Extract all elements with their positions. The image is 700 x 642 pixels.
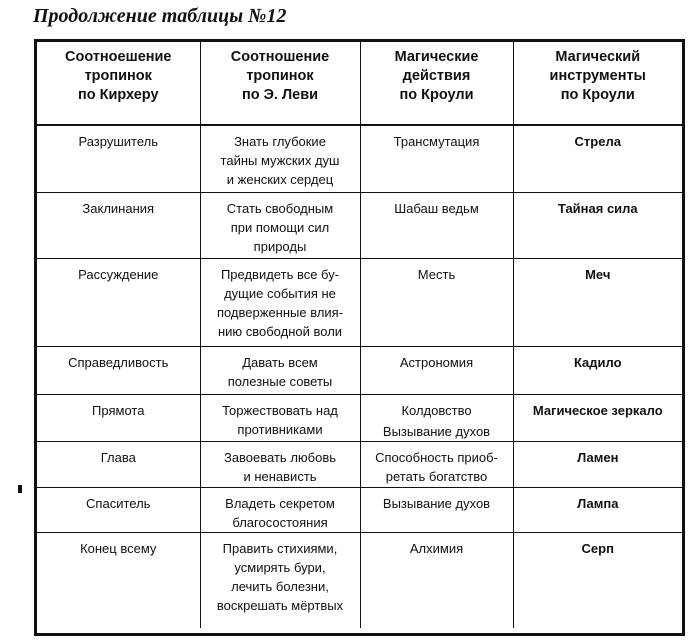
column-header-crowley-actions: Магические действия по Кроули — [360, 42, 513, 125]
table-row — [37, 487, 682, 532]
kircher-cell: Заклинания — [37, 192, 200, 258]
table-frame — [34, 39, 685, 636]
table-row — [37, 532, 682, 628]
levi-cell: Давать всем полезные советы — [200, 346, 360, 394]
page-title: Продолжение таблицы №12 — [33, 5, 287, 27]
crowley-tool-cell: Кадило — [513, 346, 682, 394]
levi-cell: Предвидеть все бу- дущие события не подверженные влия- нию свободной воли — [200, 258, 360, 346]
crowley-action-cell: Алхимия — [360, 532, 513, 628]
kircher-cell: Рассуждение — [37, 258, 200, 346]
kircher-cell: Спаситель — [37, 487, 200, 532]
levi-cell: Завоевать любовь и ненависть — [200, 441, 360, 487]
column-header-levi: Соотношение тропинок по Э. Леви — [200, 42, 360, 125]
table-row — [37, 441, 682, 487]
crowley-action-cell: Шабаш ведьм — [360, 192, 513, 258]
levi-cell: Стать свободным при помощи сил природы — [200, 192, 360, 258]
table-row — [37, 346, 682, 394]
crowley-tool-cell: Серп — [513, 532, 682, 628]
crowley-action-cell: Месть — [360, 258, 513, 346]
crowley-tool-cell: Ламен — [513, 441, 682, 487]
table-row — [37, 125, 682, 192]
kircher-cell: Глава — [37, 441, 200, 487]
kircher-cell: Конец всему — [37, 532, 200, 628]
levi-cell: Знать глубокие тайны мужских душ и женских сердец — [200, 125, 360, 192]
levi-cell: Торжествовать над противниками — [200, 394, 360, 441]
margin-mark — [18, 485, 22, 493]
crowley-action-cell: Способность приоб- ретать богатство — [360, 441, 513, 487]
kircher-cell: Разрушитель — [37, 125, 200, 192]
crowley-action-cell: Вызывание духов — [360, 487, 513, 532]
column-header-kircher: Соотноешение тропинок по Кирхеру — [37, 42, 200, 125]
crowley-tool-cell: Лампа — [513, 487, 682, 532]
crowley-tool-cell: Магическое зеркало — [513, 394, 682, 441]
table-row — [37, 192, 682, 258]
crowley-action-cell: Колдовство Вызывание духов — [360, 394, 513, 441]
table-row — [37, 394, 682, 441]
crowley-tool-cell: Стрела — [513, 125, 682, 192]
table-row — [37, 258, 682, 346]
kircher-cell: Справедливость — [37, 346, 200, 394]
column-header-crowley-tools: Магический инструменты по Кроули — [513, 42, 682, 125]
levi-cell: Владеть секретом благосостояния — [200, 487, 360, 532]
crowley-tool-cell: Меч — [513, 258, 682, 346]
header-row — [37, 42, 682, 125]
correspondence-table — [37, 42, 682, 628]
kircher-cell: Прямота — [37, 394, 200, 441]
crowley-tool-cell: Тайная сила — [513, 192, 682, 258]
levi-cell: Править стихиями, усмирять бури, лечить болезни, воскрешать мёртвых — [200, 532, 360, 628]
crowley-action-cell: Астрономия — [360, 346, 513, 394]
crowley-action-cell: Трансмутация — [360, 125, 513, 192]
